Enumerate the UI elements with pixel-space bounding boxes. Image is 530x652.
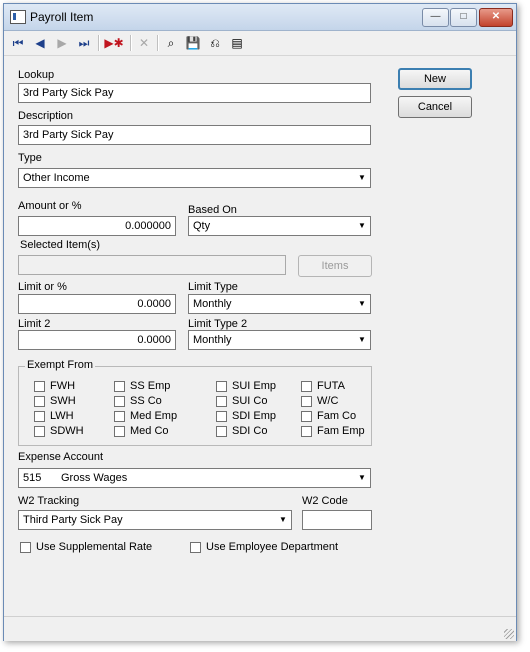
- expense-account-name: Gross Wages: [61, 472, 128, 484]
- chevron-down-icon[interactable]: ▼: [276, 512, 290, 528]
- exempt-fwh-checkbox[interactable]: [34, 381, 45, 392]
- exempt-sdi-emp-checkbox[interactable]: [216, 411, 227, 422]
- exempt-sui-co-checkbox[interactable]: [216, 396, 227, 407]
- description-input[interactable]: 3rd Party Sick Pay: [18, 125, 371, 145]
- limit-type-select[interactable]: [188, 294, 371, 314]
- use-supplemental-rate-label: Use Supplemental Rate: [36, 541, 153, 553]
- exempt-sdwh-checkbox[interactable]: [34, 426, 45, 437]
- new-record-icon[interactable]: ▶✱: [104, 36, 124, 50]
- find-icon[interactable]: ⌕: [167, 36, 175, 50]
- exempt-lwh-label: LWH: [50, 410, 74, 422]
- exempt-sui-co-label: SUI Co: [232, 395, 268, 407]
- chevron-down-icon[interactable]: ▼: [355, 332, 369, 348]
- expense-account-code: 515: [23, 472, 42, 484]
- properties-icon[interactable]: ▤: [231, 36, 243, 50]
- exempt-med-co-checkbox[interactable]: [114, 426, 125, 437]
- exempt-swh-checkbox[interactable]: [34, 396, 45, 407]
- exempt-swh-label: SWH: [50, 395, 76, 407]
- delete-icon[interactable]: ✕: [138, 36, 150, 50]
- save-icon[interactable]: 💾: [185, 36, 201, 50]
- next-record-icon[interactable]: ▶: [57, 36, 67, 50]
- use-employee-department-checkbox[interactable]: [190, 542, 201, 553]
- exempt-ss-co-label: SS Co: [130, 395, 162, 407]
- chevron-down-icon[interactable]: ▼: [355, 218, 369, 234]
- exempt-fam-emp-label: Fam Emp: [317, 425, 365, 437]
- exempt-from-title: Exempt From: [27, 359, 94, 371]
- maximize-button[interactable]: □: [450, 8, 477, 27]
- based-on-value: Qty: [193, 220, 211, 232]
- exempt-sdi-co-label: SDI Co: [232, 425, 268, 437]
- lookup-input[interactable]: 3rd Party Sick Pay: [18, 83, 371, 103]
- toolbar-separator: [130, 35, 132, 51]
- exempt-sui-emp-checkbox[interactable]: [216, 381, 227, 392]
- new-button[interactable]: New: [398, 68, 472, 90]
- cancel-button[interactable]: Cancel: [398, 96, 472, 118]
- amount-input[interactable]: 0.000000: [18, 216, 176, 236]
- payroll-item-window: [3, 3, 517, 641]
- based-on-label: Based On: [188, 204, 237, 216]
- limit-type-value: Monthly: [193, 298, 232, 310]
- exempt-fam-emp-checkbox[interactable]: [301, 426, 312, 437]
- undo-icon[interactable]: ⎌: [210, 36, 220, 50]
- exempt-sui-emp-label: SUI Emp: [232, 380, 277, 392]
- window-title: Payroll Item: [30, 10, 94, 24]
- limit-input[interactable]: 0.0000: [18, 294, 176, 314]
- exempt-med-emp-checkbox[interactable]: [114, 411, 125, 422]
- exempt-fwh-label: FWH: [50, 380, 76, 392]
- w2-tracking-label: W2 Tracking: [18, 495, 80, 507]
- close-button[interactable]: ✕: [479, 8, 513, 27]
- chevron-down-icon[interactable]: ▼: [355, 296, 369, 312]
- use-employee-department-label: Use Employee Department: [206, 541, 339, 553]
- w2-tracking-select[interactable]: [18, 510, 292, 530]
- expense-account-select[interactable]: [18, 468, 371, 488]
- selected-items-label: Selected Item(s): [20, 239, 101, 251]
- toolbar-separator: [98, 35, 100, 51]
- w2-code-input[interactable]: [302, 510, 372, 530]
- limit2-label: Limit 2: [18, 318, 51, 330]
- resize-grip-icon[interactable]: [504, 629, 514, 639]
- toolbar-separator: [157, 35, 159, 51]
- minimize-button[interactable]: —: [422, 8, 449, 27]
- exempt-sdwh-label: SDWH: [50, 425, 84, 437]
- expense-account-label: Expense Account: [18, 451, 104, 463]
- exempt-med-co-label: Med Co: [130, 425, 169, 437]
- limit-type2-select[interactable]: [188, 330, 371, 350]
- selected-items-field: [18, 255, 286, 275]
- app-icon: [10, 10, 26, 24]
- exempt-wc-checkbox[interactable]: [301, 396, 312, 407]
- exempt-lwh-checkbox[interactable]: [34, 411, 45, 422]
- status-bar: [4, 616, 516, 641]
- previous-record-icon[interactable]: ◀: [35, 36, 45, 50]
- w2-tracking-value: Third Party Sick Pay: [23, 514, 123, 526]
- lookup-label: Lookup: [18, 69, 55, 81]
- exempt-ss-emp-checkbox[interactable]: [114, 381, 125, 392]
- first-record-icon[interactable]: ⏮: [12, 36, 24, 50]
- exempt-sdi-co-checkbox[interactable]: [216, 426, 227, 437]
- exempt-futa-checkbox[interactable]: [301, 381, 312, 392]
- type-label: Type: [18, 152, 42, 164]
- exempt-sdi-emp-label: SDI Emp: [232, 410, 277, 422]
- based-on-select[interactable]: [188, 216, 371, 236]
- use-supplemental-rate-checkbox[interactable]: [20, 542, 31, 553]
- exempt-ss-emp-label: SS Emp: [130, 380, 171, 392]
- description-label: Description: [18, 110, 74, 122]
- items-button[interactable]: Items: [298, 255, 372, 277]
- type-value: Other Income: [23, 172, 90, 184]
- exempt-med-emp-label: Med Emp: [130, 410, 178, 422]
- last-record-icon[interactable]: ⏭: [78, 36, 90, 50]
- title-bar: [4, 4, 516, 31]
- limit-type-label: Limit Type: [188, 281, 238, 293]
- chevron-down-icon[interactable]: ▼: [355, 170, 369, 186]
- exempt-futa-label: FUTA: [317, 380, 345, 392]
- exempt-fam-co-label: Fam Co: [317, 410, 357, 422]
- amount-label: Amount or %: [18, 200, 82, 212]
- limit-type2-value: Monthly: [193, 334, 232, 346]
- w2-code-label: W2 Code: [302, 495, 348, 507]
- chevron-down-icon[interactable]: ▼: [355, 470, 369, 486]
- exempt-ss-co-checkbox[interactable]: [114, 396, 125, 407]
- limit-label: Limit or %: [18, 281, 67, 293]
- toolbar: [4, 31, 516, 56]
- limit-type2-label: Limit Type 2: [188, 318, 248, 330]
- type-select[interactable]: [18, 168, 371, 188]
- exempt-wc-label: W/C: [317, 395, 339, 407]
- limit2-input[interactable]: 0.0000: [18, 330, 176, 350]
- exempt-fam-co-checkbox[interactable]: [301, 411, 312, 422]
